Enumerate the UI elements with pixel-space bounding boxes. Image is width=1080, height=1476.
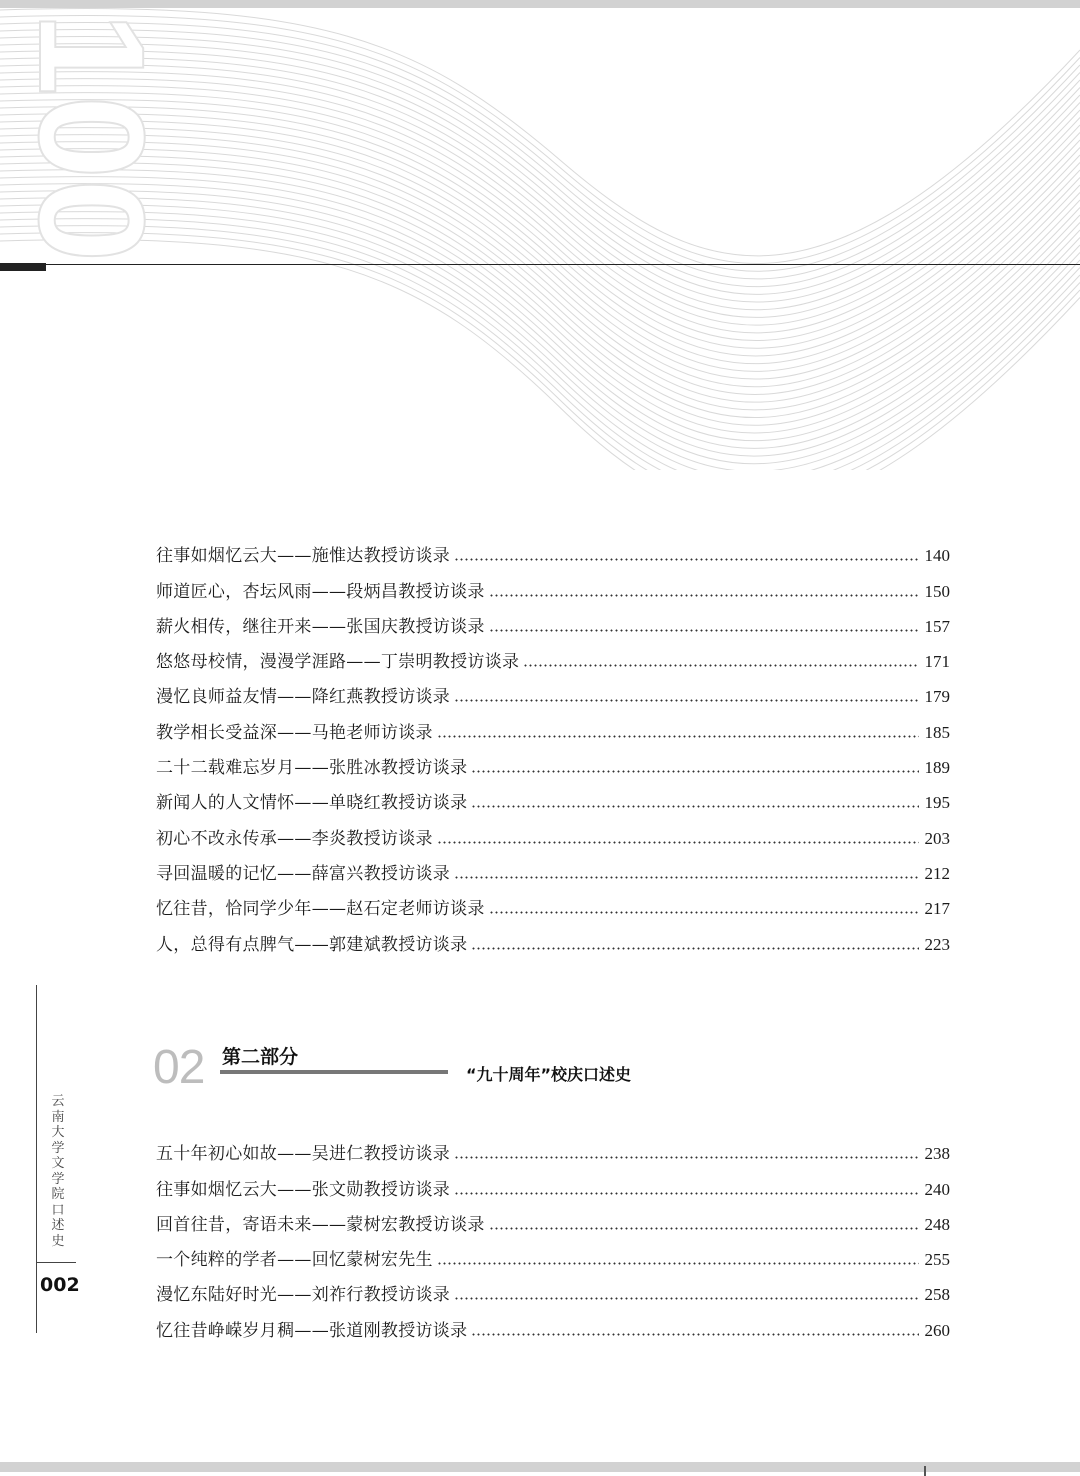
- toc-dot-leader: [454, 1156, 918, 1159]
- toc-dot-leader: [489, 594, 919, 597]
- toc-dot-leader: [454, 558, 918, 561]
- toc-entry[interactable]: [156, 638, 950, 673]
- toc-entry-title: 一个纯粹的学者——回忆蒙树宏先生: [156, 1250, 433, 1271]
- toc-dot-leader: [471, 805, 918, 808]
- toc-entry[interactable]: [156, 603, 950, 638]
- toc-entry-title: 五十年初心如故——吴进仁教授访谈录: [156, 1144, 451, 1165]
- toc-entry-title: 悠悠母校情，漫漫学涯路——丁崇明教授访谈录: [156, 652, 520, 673]
- toc-entry[interactable]: [156, 779, 950, 814]
- header-wave-decoration: [0, 0, 1080, 470]
- toc-entry[interactable]: [156, 1236, 950, 1271]
- toc-entry-title: 忆往昔，恰同学少年——赵石定老师访谈录: [156, 899, 485, 920]
- toc-dot-leader: [454, 1297, 918, 1300]
- bottom-gray-bar: [0, 1462, 1080, 1472]
- toc-entry-page: 179: [924, 687, 950, 707]
- toc-entry-page: 150: [924, 581, 950, 601]
- toc-entry[interactable]: [156, 920, 950, 955]
- toc-entry[interactable]: [156, 850, 950, 885]
- margin-vertical-rule: [36, 985, 37, 1333]
- toc-entry-page: 240: [924, 1179, 950, 1199]
- toc-dot-leader: [454, 1192, 918, 1195]
- toc-dot-leader: [523, 664, 918, 667]
- header-rule-accent: [0, 263, 46, 271]
- bottom-tick: [924, 1466, 926, 1476]
- toc-entry[interactable]: [156, 567, 950, 602]
- toc-entry-page: 258: [924, 1285, 950, 1305]
- toc-entry-title: 二十二载难忘岁月——张胜冰教授访谈录: [156, 758, 468, 779]
- section-subtitle: “九十周年”校庆口述史: [466, 1065, 632, 1084]
- toc-dot-leader: [489, 1227, 919, 1230]
- toc-dot-leader: [437, 841, 919, 844]
- toc-list-part-2: [156, 1130, 950, 1342]
- toc-entry[interactable]: [156, 744, 950, 779]
- toc-entry-title: 漫忆东陆好时光——刘祚行教授访谈录: [156, 1285, 451, 1306]
- toc-dot-leader: [471, 1333, 918, 1336]
- toc-dot-leader: [437, 735, 919, 738]
- toc-entry[interactable]: [156, 1271, 950, 1306]
- toc-entry[interactable]: [156, 1130, 950, 1165]
- toc-dot-leader: [454, 699, 918, 702]
- toc-entry-page: 189: [924, 758, 950, 778]
- toc-entry-page: 212: [924, 863, 950, 883]
- toc-dot-leader: [471, 947, 918, 950]
- toc-dot-leader: [489, 911, 919, 914]
- toc-entry-page: 195: [924, 793, 950, 813]
- toc-entry-title: 忆往昔峥嵘岁月稠——张道刚教授访谈录: [156, 1320, 468, 1341]
- toc-entry-page: 217: [924, 899, 950, 919]
- toc-entry-title: 回首往昔，寄语未来——蒙树宏教授访谈录: [156, 1214, 485, 1235]
- toc-entry-page: 171: [924, 652, 950, 672]
- toc-entry-title: 教学相长受益深——马艳老师访谈录: [156, 722, 433, 743]
- watermark-100: 100: [8, 12, 176, 263]
- toc-entry-title: 漫忆良师益友情——降红燕教授访谈录: [156, 687, 451, 708]
- toc-entry[interactable]: [156, 532, 950, 567]
- running-book-title: 云南大学文学院口述史: [51, 1094, 65, 1249]
- toc-entry-title: 往事如烟忆云大——张文勋教授访谈录: [156, 1179, 451, 1200]
- toc-entry-title: 新闻人的人文情怀——单晓红教授访谈录: [156, 793, 468, 814]
- section-number: 02: [153, 1041, 205, 1094]
- toc-entry-page: 223: [924, 934, 950, 954]
- section-title: 第二部分: [222, 1046, 299, 1068]
- toc-entry[interactable]: [156, 1201, 950, 1236]
- toc-entry-page: 185: [924, 722, 950, 742]
- toc-dot-leader: [489, 629, 919, 632]
- toc-entry-page: 203: [924, 828, 950, 848]
- toc-entry[interactable]: [156, 885, 950, 920]
- toc-entry-page: 157: [924, 616, 950, 636]
- toc-entry[interactable]: [156, 708, 950, 743]
- toc-entry-page: 140: [924, 546, 950, 566]
- toc-list-part-1: [156, 532, 950, 956]
- toc-entry-page: 255: [924, 1250, 950, 1270]
- toc-dot-leader: [471, 770, 918, 773]
- section-title-rule: [220, 1070, 448, 1074]
- margin-rule: [36, 1262, 76, 1263]
- toc-entry[interactable]: [156, 1306, 950, 1341]
- toc-entry-title: 初心不改永传承——李炎教授访谈录: [156, 828, 433, 849]
- toc-dot-leader: [437, 1262, 919, 1265]
- toc-entry[interactable]: [156, 1165, 950, 1200]
- toc-entry-title: 寻回温暖的记忆——薛富兴教授访谈录: [156, 863, 451, 884]
- toc-entry-title: 薪火相传，继往开来——张国庆教授访谈录: [156, 616, 485, 637]
- toc-entry-title: 往事如烟忆云大——施惟达教授访谈录: [156, 546, 451, 567]
- page-number: 002: [40, 1274, 80, 1296]
- toc-entry-title: 师道匠心，杏坛风雨——段炳昌教授访谈录: [156, 581, 485, 602]
- toc-entry-page: 260: [924, 1320, 950, 1340]
- toc-dot-leader: [454, 876, 918, 879]
- toc-entry-page: 248: [924, 1214, 950, 1234]
- toc-entry[interactable]: [156, 814, 950, 849]
- toc-entry[interactable]: [156, 673, 950, 708]
- header-rule: [0, 264, 1080, 265]
- toc-entry-title: 人，总得有点脾气——郭建斌教授访谈录: [156, 934, 468, 955]
- toc-entry-page: 238: [924, 1144, 950, 1164]
